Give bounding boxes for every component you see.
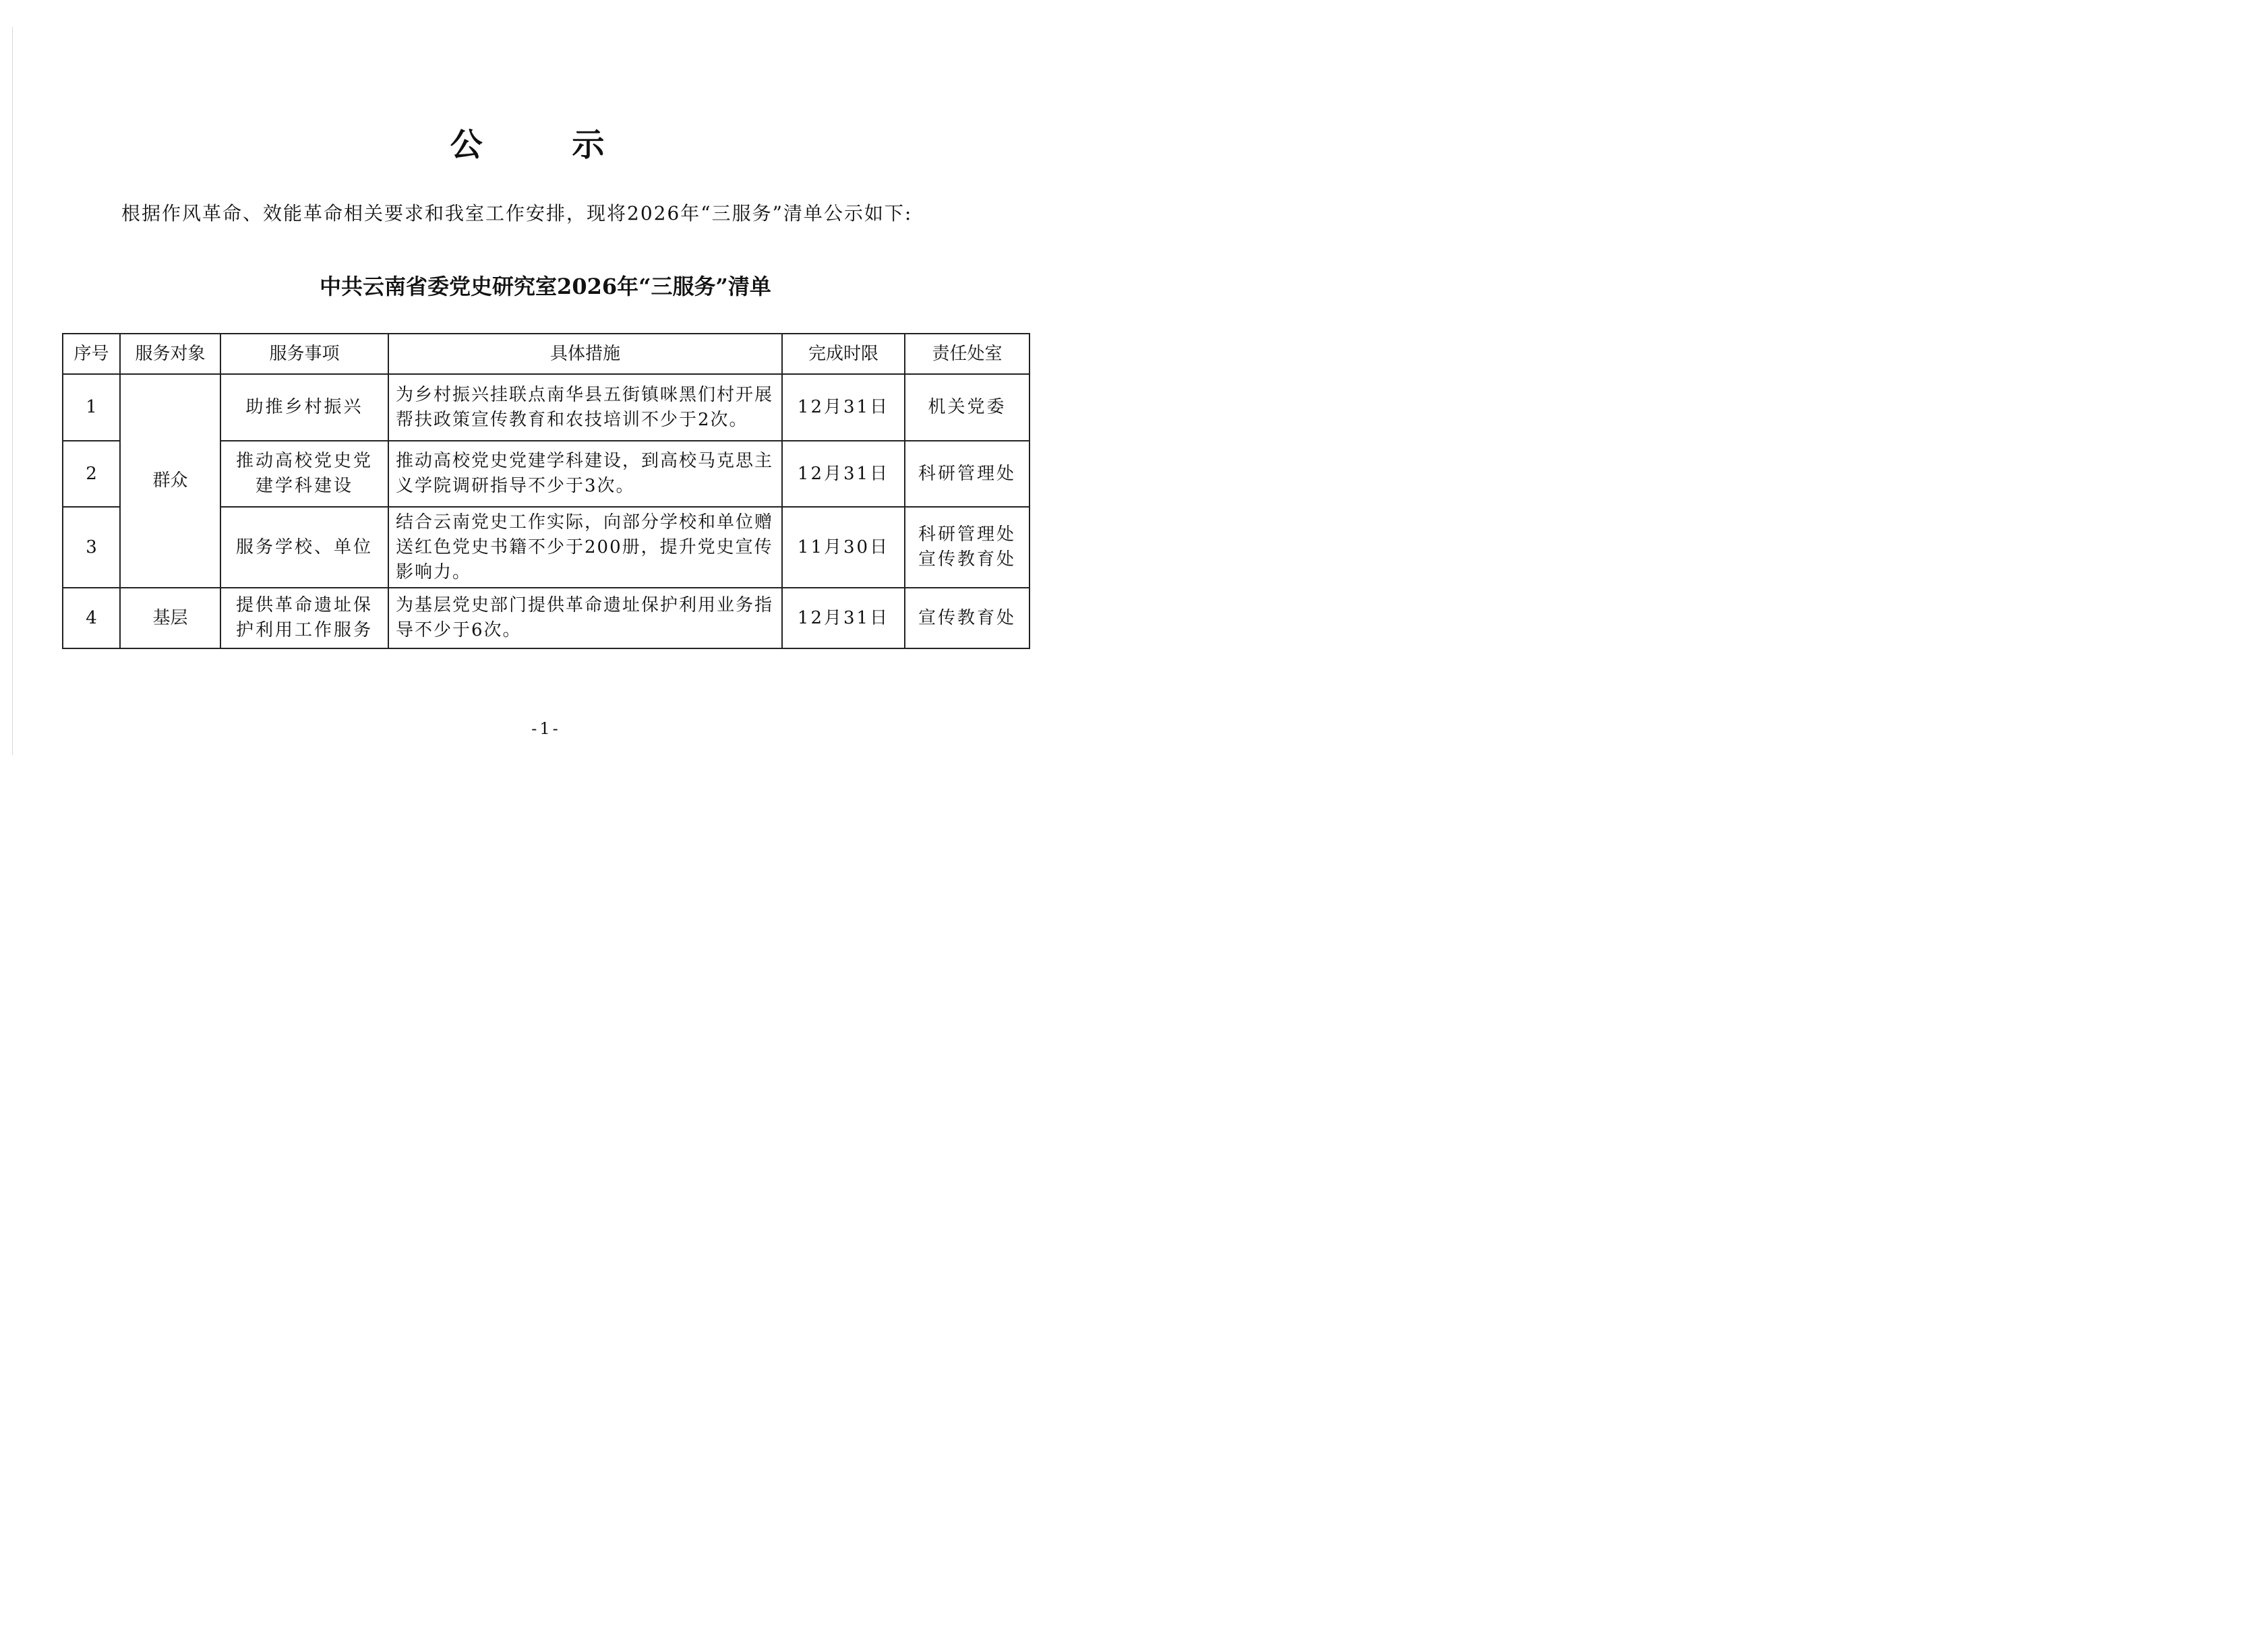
table-row <box>63 374 1029 441</box>
header-measure: 具体措施 <box>388 334 782 374</box>
header-target: 服务对象 <box>120 334 220 374</box>
table-row <box>63 588 1029 648</box>
cell-measure: 推动高校党史党建学科建设，到高校马克思主义学院调研指导不少于3次。 <box>388 441 782 507</box>
header-no: 序号 <box>63 334 120 374</box>
cell-measure: 结合云南党史工作实际，向部分学校和单位赠送红色党史书籍不少于200册，提升党史宣传影响力。 <box>388 507 782 588</box>
cell-no: 1 <box>63 374 120 441</box>
table-header-row <box>63 334 1029 374</box>
cell-item: 助推乡村振兴 <box>220 374 388 441</box>
cell-measure: 为基层党史部门提供革命遗址保护利用业务指导不少于6次。 <box>388 588 782 648</box>
cell-no: 2 <box>63 441 120 507</box>
cell-target: 群众 <box>120 374 220 588</box>
service-list-table <box>62 333 1030 649</box>
table-title: 中共云南省委党史研究室2026年“三服务”清单 <box>320 274 771 299</box>
cell-deadline: 12月31日 <box>782 588 905 648</box>
page-number: -1- <box>531 719 561 738</box>
cell-item: 推动高校党史党建学科建设 <box>220 441 388 507</box>
header-item: 服务事项 <box>220 334 388 374</box>
cell-department: 宣传教育处 <box>905 588 1029 648</box>
cell-department: 科研管理处 宣传教育处 <box>905 507 1029 588</box>
cell-target: 基层 <box>120 588 220 648</box>
cell-item: 提供革命遗址保护利用工作服务 <box>220 588 388 648</box>
cell-item: 服务学校、单位 <box>220 507 388 588</box>
cell-department: 科研管理处 <box>905 441 1029 507</box>
cell-no: 3 <box>63 507 120 588</box>
cell-deadline: 11月30日 <box>782 507 905 588</box>
document-page <box>0 0 1054 764</box>
cell-deadline: 12月31日 <box>782 374 905 441</box>
document-title: 公 示 <box>450 126 644 164</box>
cell-measure: 为乡村振兴挂联点南华县五街镇咪黑们村开展帮扶政策宣传教育和农技培训不少于2次。 <box>388 374 782 441</box>
header-deadline: 完成时限 <box>782 334 905 374</box>
cell-department: 机关党委 <box>905 374 1029 441</box>
cell-deadline: 12月31日 <box>782 441 905 507</box>
intro-paragraph: 根据作风革命、效能革命相关要求和我室工作安排，现将2026年“三服务”清单公示如下: <box>121 202 913 224</box>
cell-no: 4 <box>63 588 120 648</box>
header-department: 责任处室 <box>905 334 1029 374</box>
